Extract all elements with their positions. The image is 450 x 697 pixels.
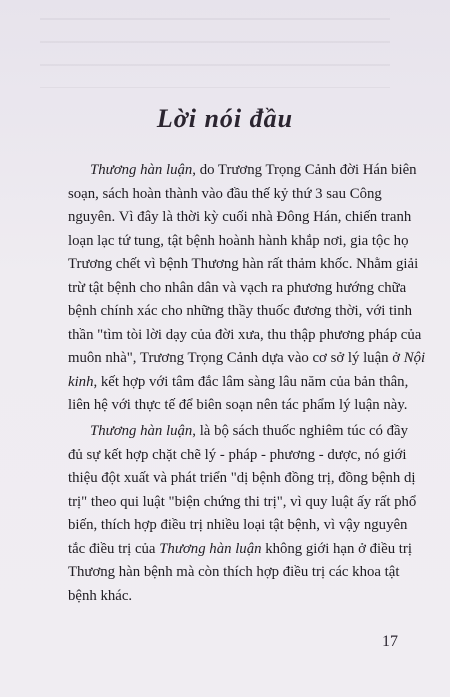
- text-line: bệnh chính xác cho những thầy thuốc đương thời, với tinh: [68, 303, 413, 319]
- text-line: Trương chết vì bệnh Thương hàn rất thảm khốc. Nhằm giải: [68, 256, 419, 272]
- text-line: liên hệ với thực tế để biên soạn nên tác phẩm lý luận này.: [68, 397, 408, 413]
- text-line: soạn, sách hoàn thành vào đầu thế kỷ thứ 3 sau Công: [68, 185, 382, 202]
- text-line: trừ tật bệnh cho nhân dân và vạch ra phương hướng chữa: [68, 279, 407, 296]
- text-line: tắc điều trị của Thương hàn luận không giới hạn ở điều trị: [68, 540, 412, 557]
- text-line: kinh, kết hợp với tâm đắc lâm sàng lâu năm của bản thân,: [68, 373, 409, 390]
- text-line: đủ sự kết hợp chặt chẽ lý - pháp - phương - dược, nó giới: [68, 446, 407, 463]
- text-line: bệnh khác.: [68, 587, 133, 604]
- text-line: thần "tìm tòi lời dạy của đời xưa, thu thập phương pháp của: [68, 326, 422, 343]
- text-line: loạn lạc tứ tung, tật bệnh hoành hành khắp nơi, gia tộc họ: [68, 232, 409, 249]
- text-line: biến, thích hợp điều trị nhiều loại tật bệnh, vì vậy nguyên: [68, 517, 408, 533]
- text-line: nguyên. Vì đây là thời kỳ cuối nhà Đông Hán, chiến tranh: [68, 209, 412, 225]
- text-line: muôn nhà", Trương Trọng Cảnh dựa vào cơ sở lý luận ở Nội: [68, 350, 426, 366]
- text-line: thiệu đột xuất và phát triển "dị bệnh đồng trị, đồng bệnh dị: [68, 470, 416, 486]
- text-line: Thương hàn luận, do Trương Trọng Cảnh đời Hán biên: [90, 162, 417, 178]
- show-through-text: [40, 18, 390, 88]
- text-line: Thương hàn bệnh mà còn thích hợp điều trị các khoa tật: [68, 564, 400, 580]
- paragraph-1: [68, 159, 426, 418]
- page-number: 17: [382, 633, 398, 650]
- text-line: Thương hàn luận, là bộ sách thuốc nghiêm túc có đầy: [90, 423, 409, 439]
- text-line: trị" theo qui luật "biện chứng thi trị", vì quy luật ấy rất phổ: [68, 493, 417, 510]
- chapter-title: Lời nói đầu: [156, 104, 294, 133]
- paragraph-2: [68, 420, 417, 608]
